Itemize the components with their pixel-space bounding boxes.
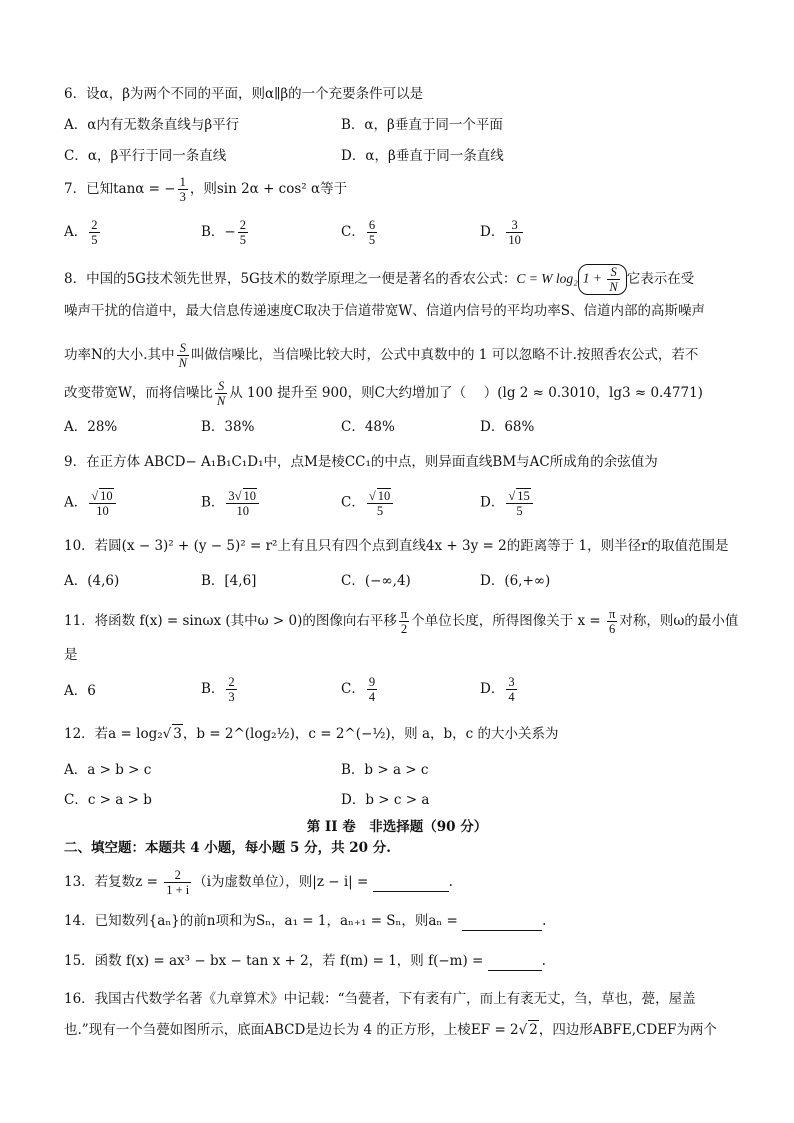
q8-line-2: 噪声干扰的信道中，最大信息传递速度C取决于信道带宽W、信道内信号的平均功率S、信道内部的高斯噪声 (64, 303, 705, 319)
q6-option-a: A．α内有无数条直线与β平行 (64, 117, 240, 133)
q12-option-d: D．b > c > a (341, 792, 430, 808)
q14-stem: 14．已知数列{aₙ}的前n项和为Sₙ，a₁ = 1，aₙ₊₁ = Sₙ，则aₙ = . (64, 913, 547, 929)
q15-stem: 15．函数 f(x) = ax³ − bx − tan x + 2，若 f(m) = 1，则 f(−m) = . (64, 953, 546, 969)
q7-stem-fraction: $\frac{1}{3}$ (179, 175, 186, 204)
q7-option-d: D． $\frac{3}{10}$ (480, 218, 521, 247)
q11-line-2: 是 (64, 647, 78, 663)
q13-answer-blank[interactable] (373, 873, 449, 892)
q7-option-a: A． $\frac{2}{5}$ (64, 218, 98, 247)
q9-option-a: A． $\frac{√ 10}{10}$ (64, 488, 118, 518)
q11-option-d: D． $\frac{3}{4}$ (480, 675, 515, 704)
q9-option-c: C． $\frac{√ 10}{5}$ (341, 488, 395, 518)
q8-line-3: 功率N的大小.其中 $\frac{S}{N}$ 叫做信噪比，当信噪比较大时，公式中真数中的 1 可以忽略不计.按照香农公式，若不 (64, 341, 699, 370)
q15-answer-blank[interactable] (488, 952, 542, 971)
q11-option-a: A．6 (64, 683, 96, 699)
q6-option-d: D．α，β垂直于同一条直线 (341, 148, 504, 164)
q9-option-b: B． $\frac{3√ 10}{10}$ (201, 488, 261, 518)
q10-option-c: C．(−∞,4) (341, 573, 411, 589)
q16-line-1: 16．我国古代数学名著《九章算术》中记载：“刍甍者，下有袤有广，而上有袤无丈，刍，草也，甍，屋盖 (64, 991, 696, 1007)
q12-option-a: A．a > b > c (64, 762, 152, 778)
q8-formula-paren: 1 + $\frac{S}{N}$ (578, 264, 627, 295)
q7-option-c: C． $\frac{6}{5}$ (341, 218, 376, 247)
q7-stem-post: ，则sin 2α + cos² α等于 (189, 181, 348, 197)
q7-stem-pre: 7．已知tanα = − (64, 181, 176, 197)
q11-option-c: C． $\frac{9}{4}$ (341, 675, 376, 704)
q10-option-b: B．[4,6] (201, 573, 257, 589)
q13-stem: 13．若复数z = $\frac{2}{1 + i}$ （i为虚数单位），则|z − i| = . (64, 868, 453, 897)
q11-line-1: 11．将函数 f(x) = sinωx (其中ω > 0)的图像向右平移 $\frac{\pi}{2}$ 个单位长度，所得图像关于 x = $\frac{\pi}{6}$ 对称，则ω的最小值 (64, 607, 739, 636)
q8-option-d: D．68% (480, 419, 535, 435)
q12-stem: 12．若a = log₂√ 3，b = 2^(log₂½)，c = 2^(−½)，则 a，b，c 的大小关系为 (64, 726, 559, 742)
q8-option-c: C．48% (341, 419, 395, 435)
q8-option-b: B．38% (201, 419, 255, 435)
q10-option-a: A．(4,6) (64, 573, 120, 589)
q9-option-d: D． $\frac{√ 15}{5}$ (480, 488, 535, 518)
q16-line-2: 也.”现有一个刍甍如图所示，底面ABCD是边长为 4 的正方形，上棱EF = 2√ 2，四边形ABFE,CDEF为两个 (64, 1022, 717, 1038)
part2-title: 第 II 卷 非选择题（90 分） (306, 819, 488, 835)
q6-option-c: C．α，β平行于同一条直线 (64, 148, 227, 164)
q8-line-4: 改变带宽W，而将信噪比 $\frac{S}{N}$ 从 100 提升至 900，则C大约增加了（ ）(lg 2 ≈ 0.3010，lg3 ≈ 0.4771) (64, 379, 703, 408)
q8-line-1: 8．中国的5G技术领先世界，5G技术的数学原理之一便是著名的香农公式：C = W log₂ 1 + $\frac{S}{N}$ 它表示在受 (64, 265, 695, 294)
q6-stem: 6．设α，β为两个不同的平面，则α∥β的一个充要条件可以是 (64, 86, 424, 102)
q9-stem: 9．在正方体 ABCD− A₁B₁C₁D₁中，点M是棱CC₁的中点，则异面直线BM与AC所成角的余弦值为 (64, 454, 658, 470)
q7-stem (64, 175, 347, 204)
q10-stem: 10．若圆(x − 3)² + (y − 5)² = r²上有且只有四个点到直线4x + 3y = 2的距离等于 1，则半径r的取值范围是 (64, 538, 729, 554)
q7-option-b: B．− $\frac{2}{5}$ (201, 218, 246, 247)
q12-option-b: B．b > a > c (341, 762, 429, 778)
q11-option-b: B． $\frac{2}{3}$ (201, 675, 235, 704)
q14-answer-blank[interactable] (462, 912, 542, 931)
q8-option-a: A．28% (64, 419, 118, 435)
fill-in-heading: 二、填空题：本题共 4 小题，每小题 5 分，共 20 分. (64, 840, 391, 856)
q6-option-b: B．α，β垂直于同一个平面 (341, 117, 503, 133)
q10-option-d: D．(6,+∞) (480, 573, 551, 589)
q12-option-c: C．c > a > b (64, 792, 152, 808)
